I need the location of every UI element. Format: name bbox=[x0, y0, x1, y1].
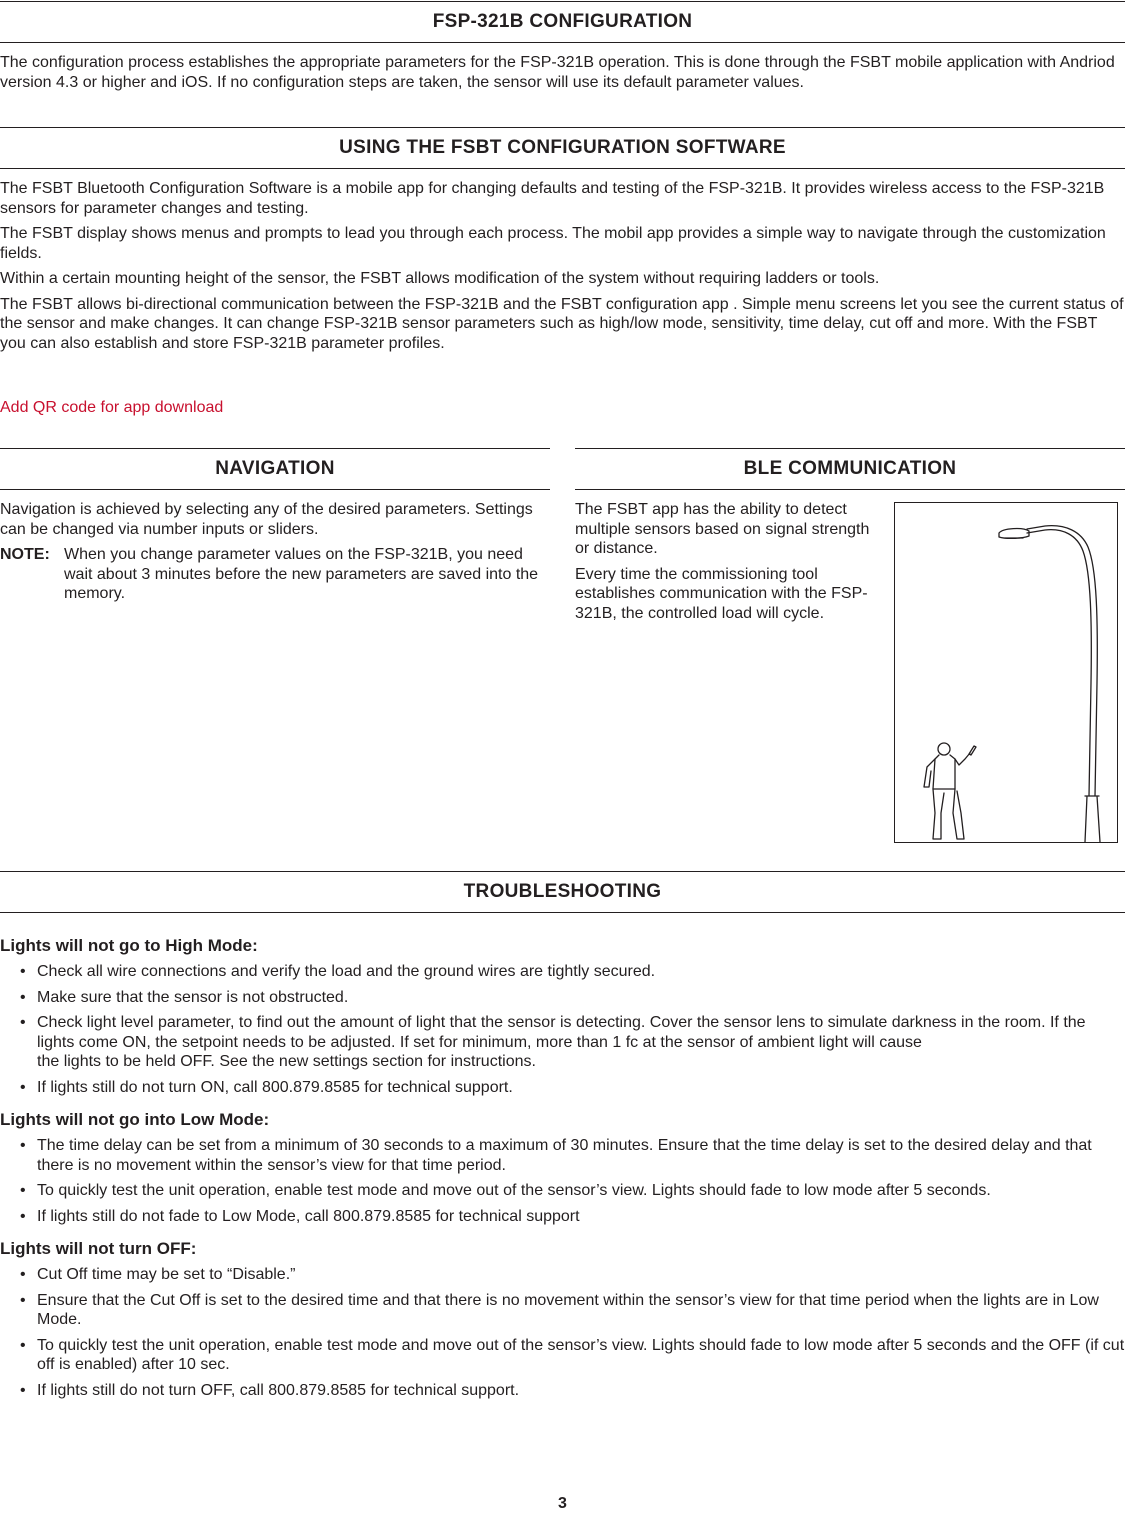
list-item: • If lights still do not fade to Low Mode, call 800.879.8585 for technical support bbox=[20, 1207, 580, 1225]
streetlight-person-drawing bbox=[895, 503, 1117, 842]
trouble-group-off bbox=[0, 1238, 1125, 1400]
luminaire-head bbox=[999, 529, 1029, 539]
troubleshooting-section bbox=[0, 871, 1125, 1406]
list-item: • If lights still do not turn ON, call 800.879.8585 for technical support. bbox=[20, 1078, 513, 1096]
page-number: 3 bbox=[558, 1495, 567, 1512]
trouble-group-high-mode bbox=[0, 935, 1125, 1097]
list-item: • If lights still do not turn OFF, call 800.879.8585 for technical support. bbox=[20, 1381, 520, 1399]
navigation-section bbox=[0, 448, 550, 604]
configuration-section bbox=[0, 1, 1125, 92]
list-item-continuation: the lights to be held OFF. See the new settings section for instructions. bbox=[37, 1053, 536, 1070]
list-item: • The time delay can be set from a minimum of 30 seconds to a maximum of 30 minutes. Ensure that the time delay is set to the desired delay and that there is no movement within the sensor’s view for that time period. bbox=[20, 1137, 1092, 1174]
ble-heading: BLE COMMUNICATION bbox=[575, 448, 1125, 490]
navigation-paragraph: Navigation is achieved by selecting any of the desired parameters. Settings can be changed via number inputs or sliders. bbox=[0, 501, 533, 538]
list-item: • Ensure that the Cut Off is set to the desired time and that there is no movement within the sensor’s view for that time period when the lights are in Low Mode. bbox=[20, 1291, 1099, 1328]
list-item: • Cut Off time may be set to “Disable.” bbox=[20, 1266, 296, 1283]
qr-code-note: Add QR code for app download bbox=[0, 399, 224, 416]
list-item: • Make sure that the sensor is not obstructed. bbox=[20, 988, 349, 1006]
trouble-heading-high-mode: Lights will not go to High Mode: bbox=[0, 936, 258, 955]
list-item: • Check all wire connections and verify the load and the ground wires are tightly secured. bbox=[20, 963, 656, 980]
configuration-paragraph: The configuration process establishes the appropriate parameters for the FSP-321B operation. This is done through the FSBT mobile application with Andriod version 4.3 or higher and iOS. If no configuration steps are taken, the sensor will use its default parameter values. bbox=[0, 54, 1115, 91]
note-label: NOTE: bbox=[0, 546, 50, 563]
note-text: When you change parameter values on the FSP-321B, you need wait about 3 minutes before the new parameters are saved into the memory. bbox=[64, 546, 539, 602]
list-item: • To quickly test the unit operation, enable test mode and move out of the sensor’s view. Lights should fade to low mode after 5 seconds. bbox=[20, 1182, 991, 1199]
configuration-heading: FSP-321B CONFIGURATION bbox=[0, 1, 1125, 43]
software-paragraph-1: The FSBT Bluetooth Configuration Software is a mobile app for changing defaults and testing of the FSP-321B. It provides wireless access to the FSP-321B sensors for parameter changes and testing. bbox=[0, 180, 1105, 217]
navigation-heading: NAVIGATION bbox=[0, 448, 550, 490]
trouble-heading-low-mode: Lights will not go into Low Mode: bbox=[0, 1110, 270, 1129]
software-paragraph-2: The FSBT display shows menus and prompts to lead you through each process. The mobil app provides a simple way to navigate through the customization fields. bbox=[0, 225, 1106, 262]
list-item: • To quickly test the unit operation, enable test mode and move out of the sensor’s view. Lights should fade to low mode after 5 seconds and the OFF (if cut off is enabled) after 10 sec. bbox=[20, 1336, 1125, 1373]
ble-paragraph-2: Every time the commissioning tool establishes communication with the FSP-321B, the controlled load will cycle. bbox=[575, 565, 868, 622]
trouble-heading-off: Lights will not turn OFF: bbox=[0, 1239, 197, 1258]
navigation-note bbox=[0, 545, 550, 604]
trouble-group-low-mode bbox=[0, 1109, 1125, 1226]
software-section bbox=[0, 127, 1125, 353]
pole-base bbox=[1085, 796, 1100, 842]
streetlight-illustration bbox=[894, 502, 1118, 843]
software-heading: USING THE FSBT CONFIGURATION SOFTWARE bbox=[0, 127, 1125, 169]
software-paragraph-4: The FSBT allows bi-directional communication between the FSP-321B and the FSBT configuration app . Simple menu screens let you see the current status of the sensor and make changes. It can change FSP-321B sensor parameters such as high/low mode, sensitivity, time delay, cut off and more. With the FSBT you can also establish and store FSP-321B parameter profiles. bbox=[0, 295, 1124, 352]
troubleshooting-heading: TROUBLESHOOTING bbox=[0, 871, 1125, 913]
software-paragraph-3: Within a certain mounting height of the sensor, the FSBT allows modification of the system without requiring ladders or tools. bbox=[0, 270, 880, 287]
light-pole bbox=[1027, 530, 1091, 796]
list-item: • Check light level parameter, to find out the amount of light that the sensor is detecting. Cover the sensor lens to simulate darkness in the room. If the lights come ON, the setpoint needs to be adjusted. If set for minimum, more than 1 fc at the sensor of ambient light will cause the lights to be held OFF. See the new settings section for instructions. bbox=[20, 1014, 1086, 1070]
person-figure bbox=[924, 743, 976, 839]
ble-paragraph-1: The FSBT app has the ability to detect multiple sensors based on signal strength or distance. bbox=[575, 501, 870, 557]
